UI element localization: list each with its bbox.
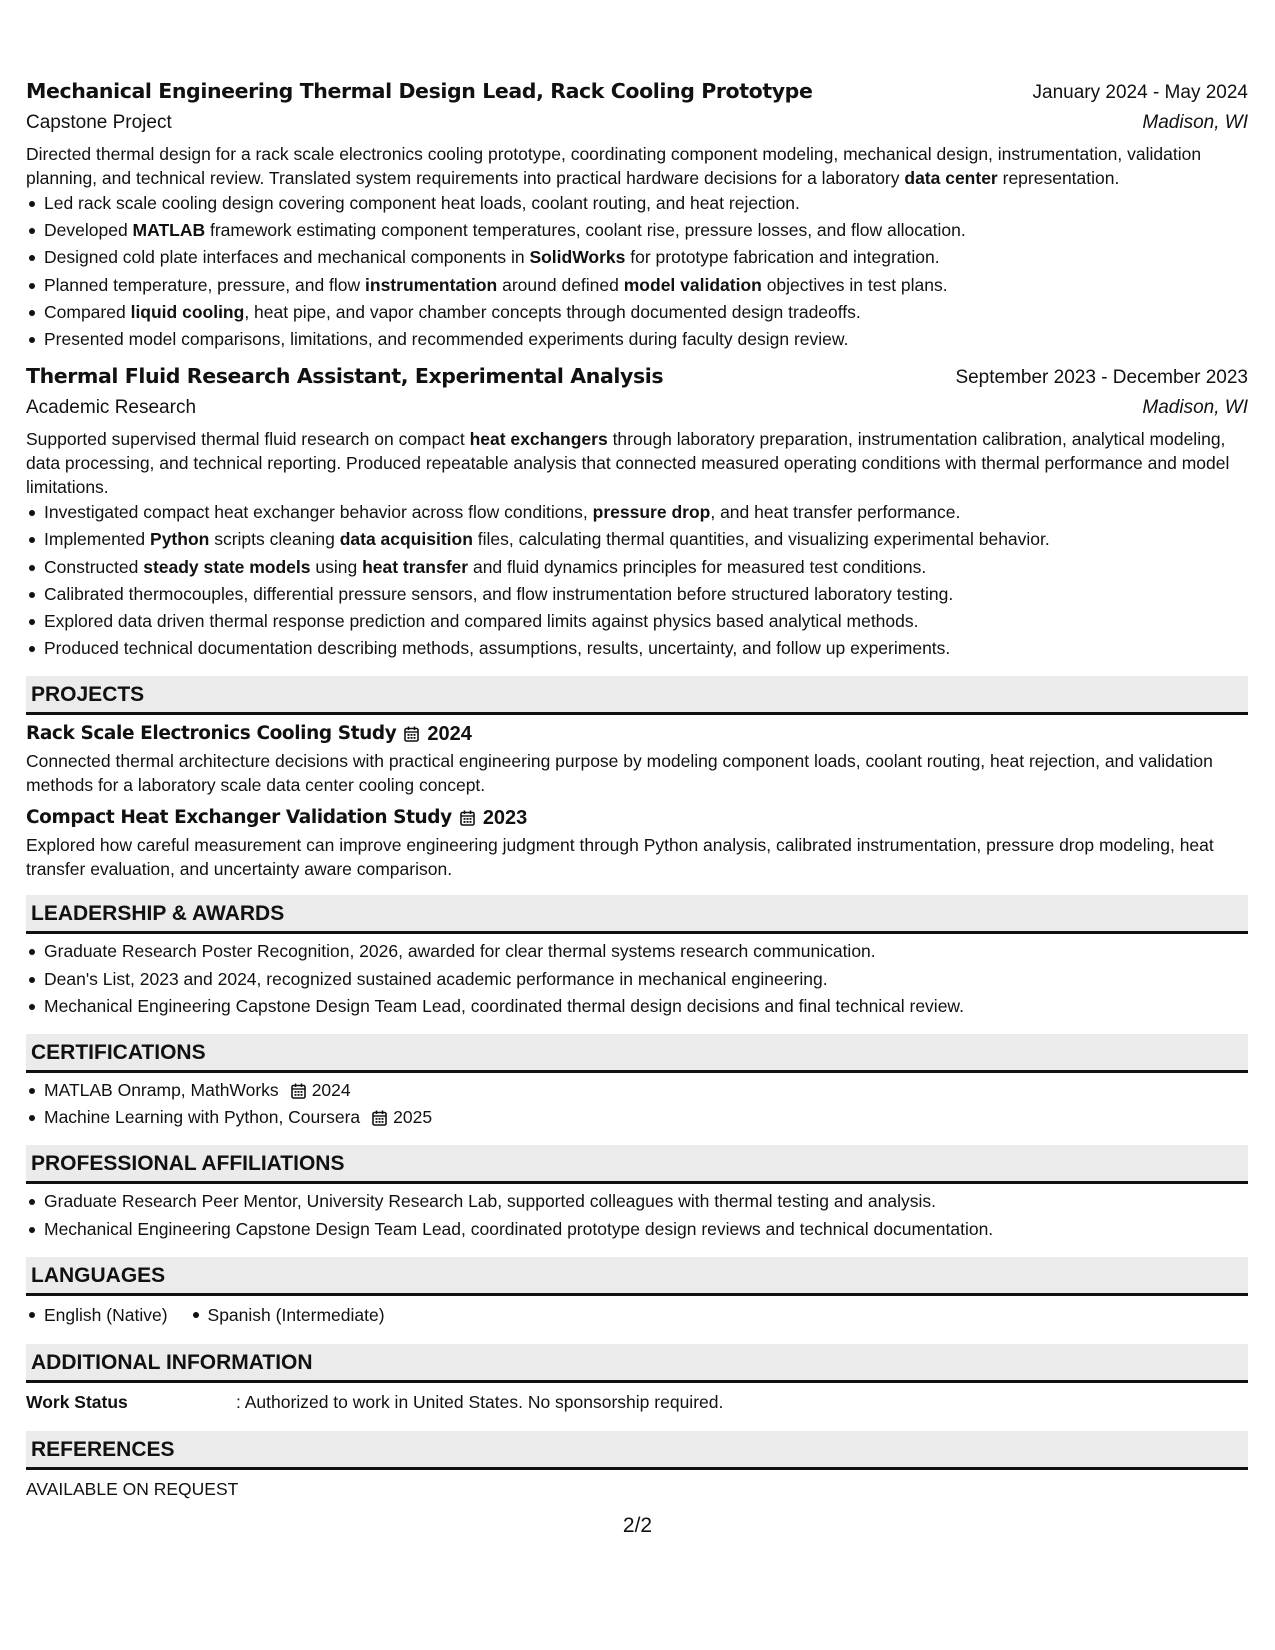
summary-text: representation. (997, 168, 1120, 188)
certification-item (44, 1104, 1248, 1131)
project-entry (26, 719, 1248, 797)
work-status-label: Work Status (26, 1391, 128, 1412)
references-text: AVAILABLE ON REQUEST (26, 1478, 239, 1499)
certifications-list (26, 1077, 1248, 1131)
leadership-list (26, 938, 1248, 1020)
summary-text: Directed thermal design for a rack scale electronics cooling prototype, coordinating component modeling, mechanical design, instrumentation, validation planning, and technical review. Translated system requirements into practical hardware decisions for a laboratory (26, 144, 1202, 188)
project-year: 2024 (427, 723, 472, 746)
job-bullets (26, 499, 1248, 662)
certification-year: 2025 (393, 1107, 433, 1128)
list-item: Graduate Research Poster Recognition, 2026, awarded for clear thermal systems research communication. (44, 938, 1248, 965)
experience-entry (26, 76, 1248, 353)
bullet-item: Produced technical documentation describing methods, assumptions, results, uncertainty, and follow up experiments. (44, 635, 1248, 662)
bullet-item: Calibrated thermocouples, differential pressure sensors, and flow instrumentation before structured laboratory testing. (44, 581, 1248, 608)
calendar-icon (372, 1110, 387, 1126)
summary-text: through laboratory preparation, instrumentation calibration, analytical modeling, data processing, and technical reporting. Produced repeatable analysis that connected measured operating conditions with thermal performance and model limitations. (26, 429, 1230, 498)
bullet-item: Led rack scale cooling design covering component heat loads, coolant routing, and heat rejection. (44, 190, 1248, 217)
project-year: 2023 (482, 807, 528, 830)
job-dates: September 2023 - December 2023 (955, 367, 1248, 389)
job-summary (26, 142, 1248, 190)
bullet-item: Explored data driven thermal response prediction and compared limits against physics based analytical methods. (44, 608, 1248, 635)
resume-page (26, 76, 1248, 1504)
section-heading-leadership: LEADERSHIP & AWARDS (26, 895, 1248, 934)
affiliations-list (26, 1188, 1248, 1242)
list-item: Mechanical Engineering Capstone Design Team Lead, coordinated thermal design decisions and final technical review. (44, 993, 1248, 1020)
calendar-icon (291, 1083, 306, 1099)
job-summary (26, 427, 1248, 499)
calendar-icon (404, 726, 419, 742)
section-heading-affiliations: PROFESSIONAL AFFILIATIONS (26, 1145, 1248, 1184)
job-location: Madison, WI (1142, 112, 1248, 133)
list-item: Mechanical Engineering Capstone Design Team Lead, coordinated prototype design reviews and technical documentation. (44, 1216, 1248, 1243)
job-location: Madison, WI (1142, 397, 1248, 419)
bullet-item: Constructed steady state models using heat transfer and fluid dynamics principles for measured test conditions. (44, 554, 1248, 581)
additional-info-row (26, 1387, 1248, 1417)
page-number: 2/2 (622, 1514, 653, 1537)
bullet-item: Presented model comparisons, limitations, and recommended experiments during faculty design review. (44, 326, 1248, 353)
summary-text: Supported supervised thermal fluid research on compact (26, 429, 470, 450)
project-description: Connected thermal architecture decisions with practical engineering purpose by modeling component loads, coolant routing, heat rejection, and validation methods for a laboratory scale data center cooling concept. (26, 751, 1213, 796)
project-title: Compact Heat Exchanger Validation Study (26, 807, 452, 829)
experience-entry (26, 361, 1248, 662)
bullet-item: Developed MATLAB framework estimating component temperatures, coolant rise, pressure losses, and flow allocation. (44, 217, 1248, 244)
bullet-item: Planned temperature, pressure, and flow instrumentation around defined model validation objectives in test plans. (44, 272, 1248, 299)
job-organization: Capstone Project (26, 112, 172, 133)
list-item: Dean's List, 2023 and 2024, recognized sustained academic performance in mechanical engineering. (44, 966, 1248, 993)
project-title: Rack Scale Electronics Cooling Study (26, 723, 397, 745)
project-entry (26, 803, 1248, 881)
job-title: Mechanical Engineering Thermal Design Lead, Rack Cooling Prototype (26, 79, 813, 103)
job-organization: Academic Research (26, 397, 197, 419)
section-heading-certifications: CERTIFICATIONS (26, 1034, 1248, 1073)
work-status-value: : Authorized to work in United States. No sponsorship required. (236, 1391, 724, 1412)
bullet-item: Investigated compact heat exchanger behavior across flow conditions, pressure drop, and heat transfer performance. (44, 499, 1248, 526)
project-description: Explored how careful measurement can improve engineering judgment through Python analysis, calibrated instrumentation, pressure drop modeling, heat transfer evaluation, and uncertainty aware comparison. (26, 835, 1214, 880)
bullet-item: Compared liquid cooling, heat pipe, and vapor chamber concepts through documented design tradeoffs. (44, 299, 1248, 326)
job-bullets (26, 190, 1248, 353)
section-heading-additional: ADDITIONAL INFORMATION (26, 1344, 1248, 1383)
bullet-item: Designed cold plate interfaces and mechanical components in SolidWorks for prototype fabrication and integration. (44, 244, 1248, 271)
certification-item (44, 1077, 1248, 1104)
section-heading-languages: LANGUAGES (26, 1257, 1248, 1296)
languages-list (26, 1300, 1248, 1330)
certification-name: Machine Learning with Python, Coursera (44, 1107, 361, 1128)
bullet-item: Implemented Python scripts cleaning data acquisition files, calculating thermal quantities, and visualizing experimental behavior. (44, 526, 1248, 553)
job-title: Thermal Fluid Research Assistant, Experimental Analysis (26, 364, 664, 389)
language-item: English (Native) (44, 1300, 168, 1330)
summary-keyword: heat exchangers (469, 429, 608, 450)
section-heading-projects: PROJECTS (26, 676, 1248, 715)
summary-keyword: data center (904, 168, 998, 188)
section-heading-references: REFERENCES (26, 1431, 1248, 1470)
certification-name: MATLAB Onramp, MathWorks (44, 1080, 279, 1101)
language-item: Spanish (Intermediate) (208, 1300, 385, 1330)
list-item: Graduate Research Peer Mentor, University Research Lab, supported colleagues with thermal testing and analysis. (44, 1188, 1248, 1215)
certification-year: 2024 (311, 1080, 351, 1101)
calendar-icon (460, 810, 475, 826)
job-dates: January 2024 - May 2024 (1032, 82, 1248, 103)
